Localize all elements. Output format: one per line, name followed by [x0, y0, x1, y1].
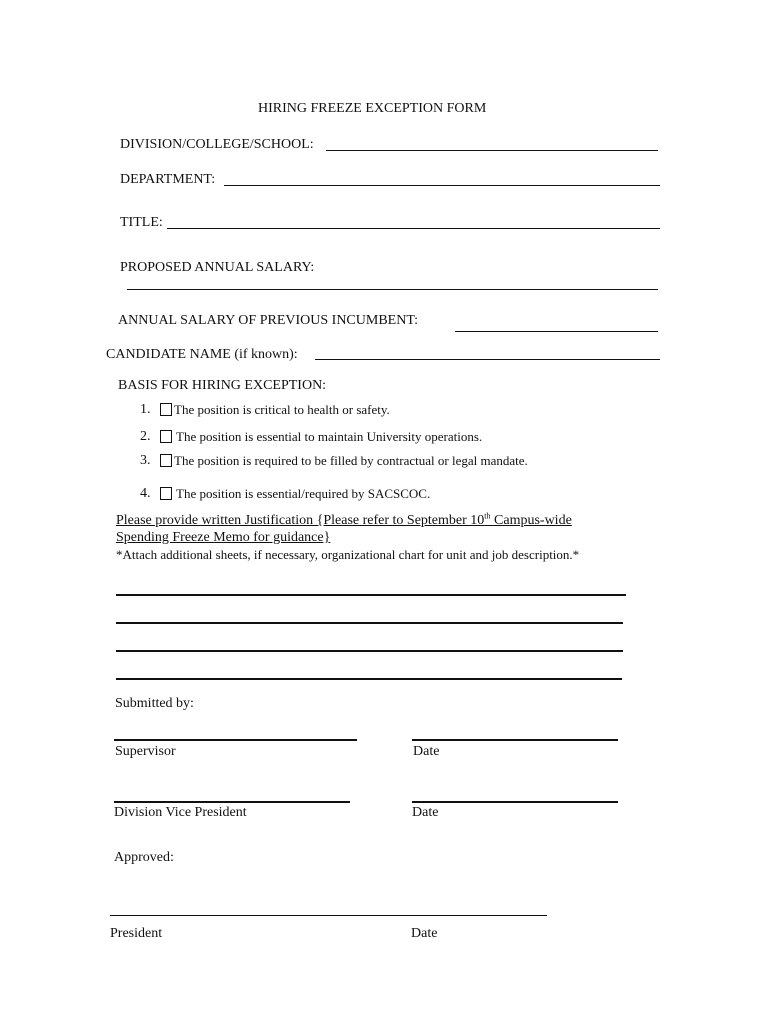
title-label: TITLE:: [120, 215, 163, 230]
basis-num-1: 1.: [140, 402, 151, 417]
justification-line-2: Spending Freeze Memo for guidance}: [116, 530, 331, 545]
date2-label: Date: [412, 805, 439, 820]
supervisor-label: Supervisor: [115, 744, 176, 759]
date1-label: Date: [413, 744, 440, 759]
prev-salary-field-line[interactable]: [455, 331, 658, 332]
basis-text-1: The position is critical to health or safety.: [174, 402, 390, 417]
justification-line-c[interactable]: [116, 650, 623, 652]
basis-checkbox-4[interactable]: [160, 487, 172, 500]
candidate-label: CANDIDATE NAME (if known):: [106, 347, 298, 362]
submitted-by-label: Submitted by:: [115, 696, 194, 711]
basis-num-4: 4.: [140, 486, 151, 501]
basis-checkbox-2[interactable]: [160, 430, 172, 443]
division-label: DIVISION/COLLEGE/SCHOOL:: [120, 137, 314, 152]
justification-line-a[interactable]: [116, 594, 626, 596]
justification-line-d[interactable]: [116, 678, 622, 680]
date2-sign-line[interactable]: [412, 801, 618, 803]
president-label: President: [110, 926, 163, 941]
department-label: DEPARTMENT:: [120, 172, 216, 187]
prev-salary-label: ANNUAL SALARY OF PREVIOUS INCUMBENT:: [118, 313, 419, 328]
justification-line-b[interactable]: [116, 622, 623, 624]
title-field-line[interactable]: [167, 228, 660, 229]
basis-checkbox-3[interactable]: [160, 454, 172, 467]
justification-text-a: Please provide written Justification {Please refer to September 10: [116, 513, 485, 528]
date1-sign-line[interactable]: [412, 739, 618, 741]
basis-num-2: 2.: [140, 429, 151, 444]
basis-num-3: 3.: [140, 453, 151, 468]
basis-heading: BASIS FOR HIRING EXCEPTION:: [118, 378, 327, 393]
date3-label: Date: [411, 926, 438, 941]
approved-label: Approved:: [114, 850, 174, 865]
dvp-label: Division Vice President: [114, 805, 247, 820]
department-field-line[interactable]: [224, 185, 660, 186]
form-title: HIRING FREEZE EXCEPTION FORM: [258, 101, 487, 116]
basis-text-2: The position is essential to maintain University operations.: [176, 429, 483, 444]
dvp-sign-line[interactable]: [114, 801, 350, 803]
salary-field-line[interactable]: [127, 289, 658, 290]
justification-sup: th: [484, 511, 491, 521]
division-field-line[interactable]: [326, 150, 658, 151]
basis-text-3: The position is required to be filled by contractual or legal mandate.: [174, 453, 528, 468]
justification-line-1: [116, 513, 572, 529]
candidate-field-line[interactable]: [315, 359, 660, 360]
president-sign-line[interactable]: [110, 915, 547, 916]
basis-text-4: The position is essential/required by SACSCOC.: [176, 486, 431, 501]
justification-text-b: Campus-wide: [490, 513, 572, 528]
salary-label: PROPOSED ANNUAL SALARY:: [120, 260, 315, 275]
basis-checkbox-1[interactable]: [160, 403, 172, 416]
supervisor-sign-line[interactable]: [114, 739, 357, 741]
attach-note: *Attach additional sheets, if necessary, organizational chart for unit and job description.*: [116, 547, 580, 562]
